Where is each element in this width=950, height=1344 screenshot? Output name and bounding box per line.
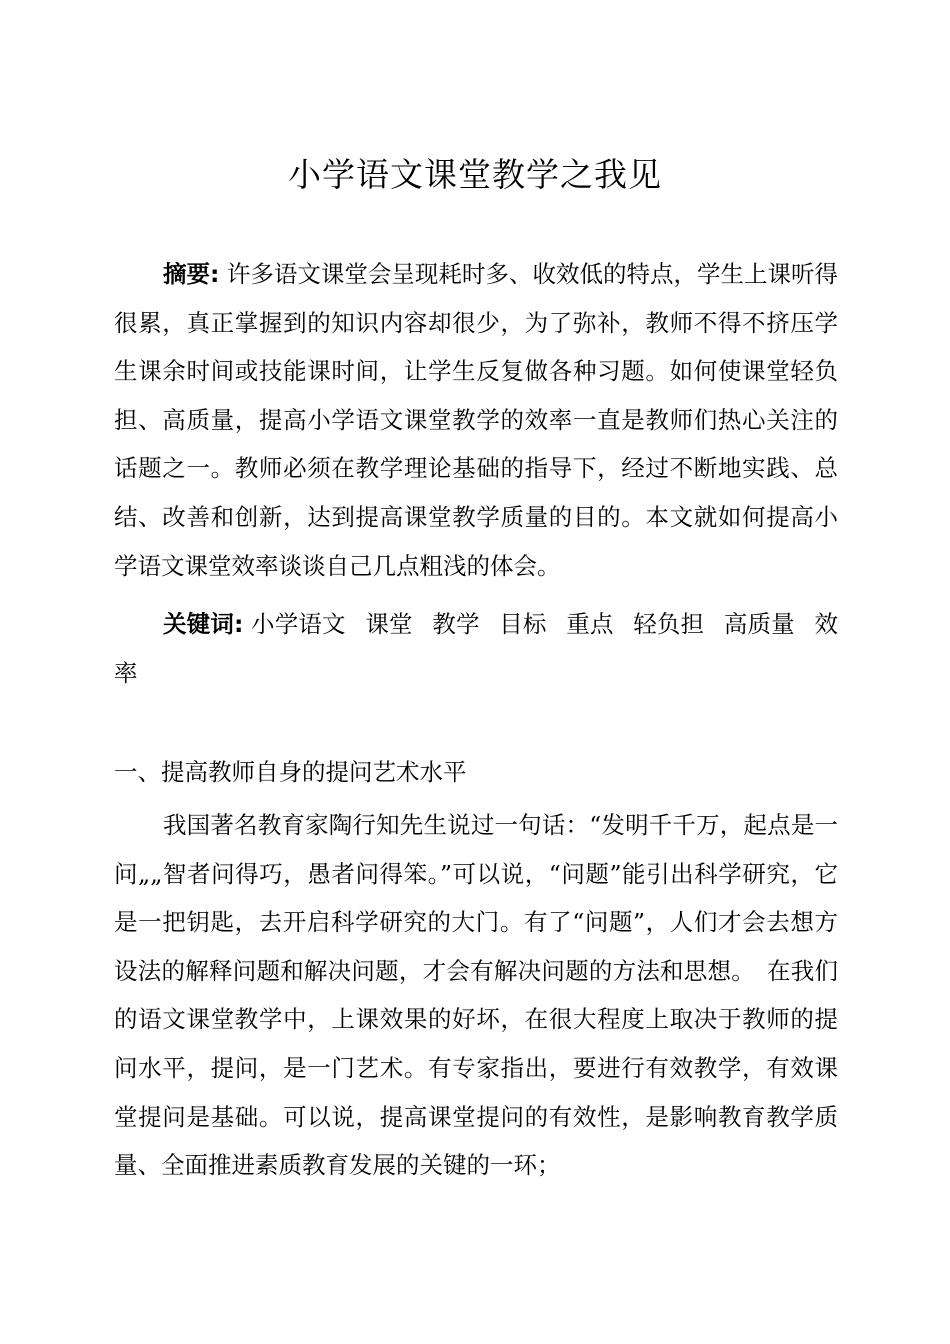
page-title: 小学语文课堂教学之我见 (288, 155, 662, 194)
keyword: 课堂 (365, 610, 413, 638)
keywords-label: 关键词: (163, 610, 244, 638)
abstract-label: 摘要: (163, 260, 220, 288)
section-paragraph: 我国著名教育家陶行知先生说过一句话：“发明千千万，起点是一问„„智者问得巧，愚者问得笨。”可以说，“问题”能引出科学研究，它是一把钥匙，去开启科学研究的大门。有了“问题”，人们才会去想方设法的解释问题和解决问题，才会有解决问题的方法和思想。 在我们的语文课堂教学中，上课效果的好坏，在很大程度上取决于教师的提问水平，提问，是一门艺术。有专家指出，要进行有效教学，有效课堂提问是基础。可以说，提高课堂提问的有效性，是影响教育教学质量、全面推进素质教育发展的关键的一环； (114, 811, 838, 1180)
section-heading: 一、提高教师自身的提问艺术水平 (114, 758, 467, 786)
abstract-text: 许多语文课堂会呈现耗时多、收效低的特点，学生上课听得很累，真正掌握到的知识内容却很少，为了弥补，教师不得不挤压学生课余时间或技能课时间，让学生反复做各种习题。如何使课堂轻负担、高质量，提高小学语文课堂教学的效率一直是教师们热心关注的话题之一。教师必须在教学理论基础的指导下，经过不断地实践、总结、改善和创新，达到提高课堂教学质量的目的。本文就如何提高小学语文课堂效率谈谈自己几点粗浅的体会。 (114, 260, 838, 580)
keyword: 小学语文 (251, 610, 346, 638)
keyword: 高质量 (723, 610, 795, 638)
keyword: 教学 (432, 610, 480, 638)
abstract-paragraph (114, 250, 838, 590)
keyword: 重点 (566, 610, 614, 638)
keywords-paragraph (114, 600, 838, 697)
keyword: 目标 (499, 610, 547, 638)
keyword: 效率 (114, 610, 838, 687)
keyword: 轻负担 (633, 610, 705, 638)
